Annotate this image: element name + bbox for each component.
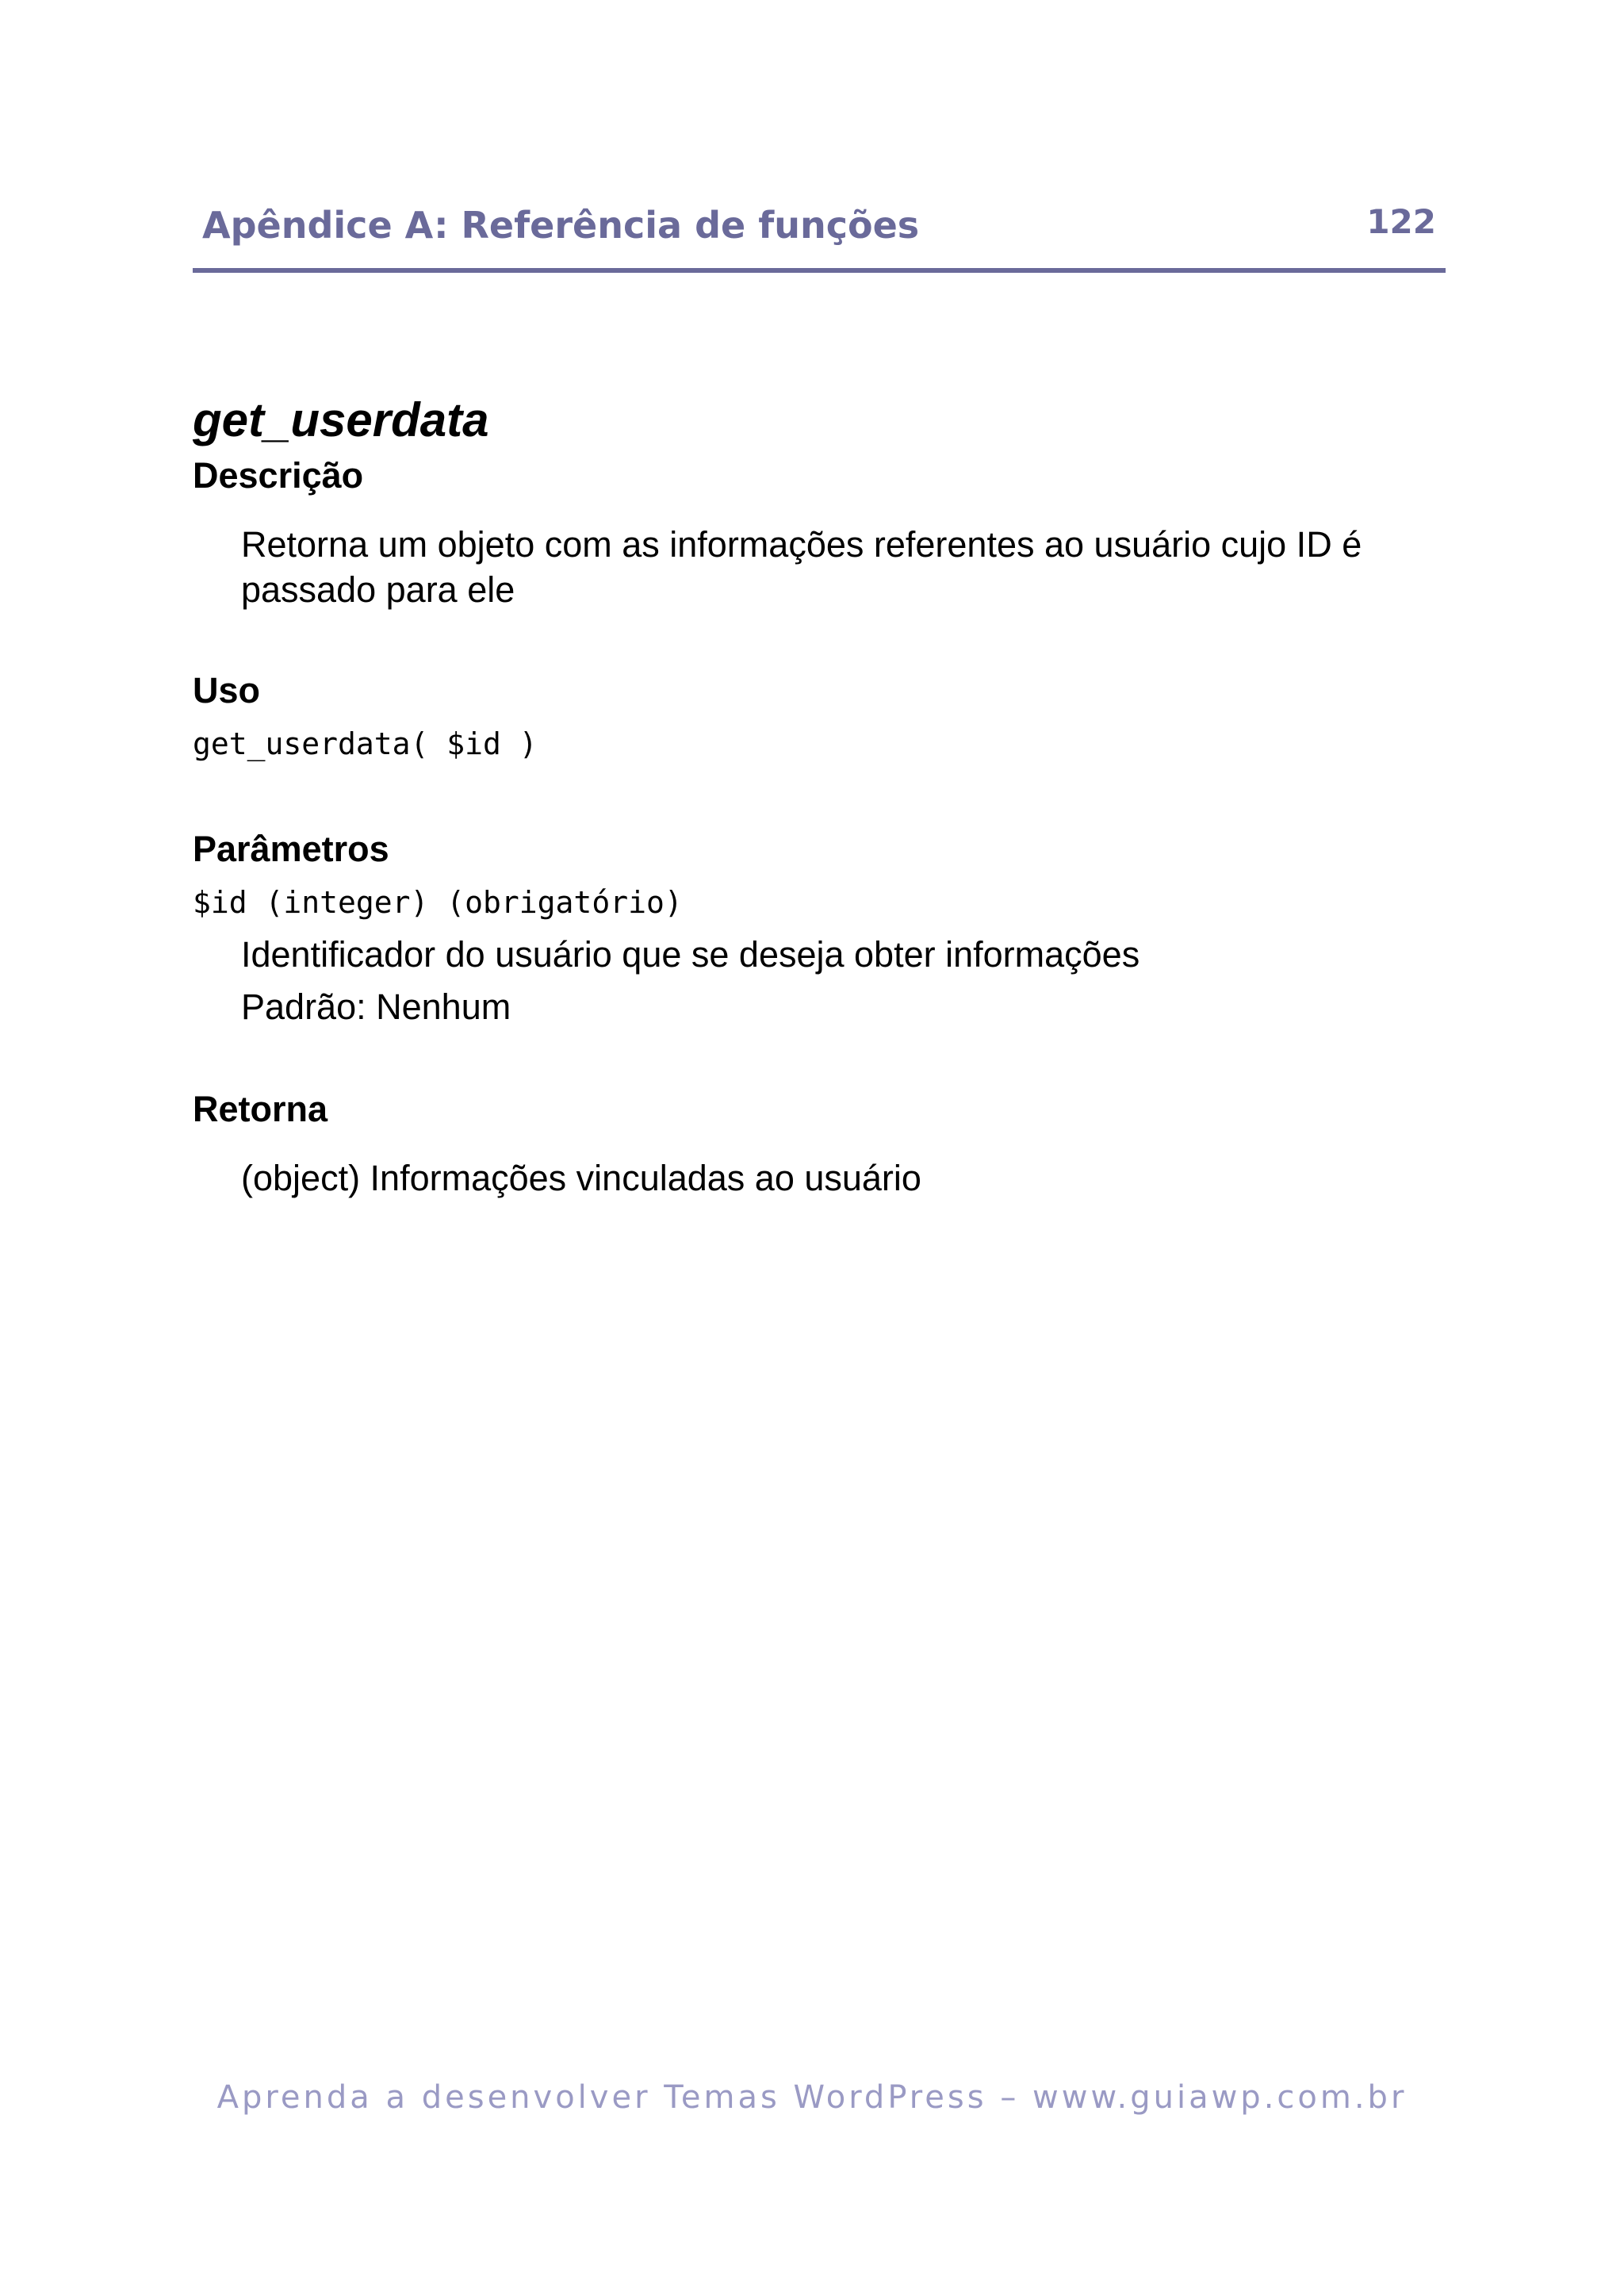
- parameters-heading: Parâmetros: [193, 829, 389, 869]
- description-text: Retorna um objeto com as informações referentes ao usuário cujo ID é passado para ele: [241, 524, 1362, 610]
- parameters-section: [193, 827, 1446, 1033]
- parameter-description: Identificador do usuário que se deseja obter informações: [241, 934, 1140, 975]
- header-divider: [193, 268, 1446, 273]
- returns-section: [193, 1087, 1446, 1201]
- page-header: [193, 194, 1446, 274]
- page-footer: Aprenda a desenvolver Temas WordPress – www.guiawp.com.br: [216, 2079, 1408, 2116]
- usage-section: [193, 669, 1446, 764]
- returns-heading: Retorna: [193, 1089, 328, 1129]
- parameter-default: Padrão: Nenhum: [241, 987, 511, 1027]
- description-section: [193, 454, 1446, 612]
- description-heading: Descrição: [193, 455, 364, 496]
- usage-heading: Uso: [193, 670, 261, 711]
- parameter-signature: $id (integer) (obrigatório): [193, 885, 683, 920]
- returns-text: (object) Informações vinculadas ao usuário: [241, 1158, 921, 1198]
- function-reference: [193, 389, 1446, 1201]
- page-number: 122: [1366, 202, 1436, 241]
- chapter-title: Apêndice A: Referência de funções: [202, 204, 920, 247]
- function-name-heading: get_userdata: [193, 393, 489, 446]
- usage-code: get_userdata( $id ): [193, 726, 538, 761]
